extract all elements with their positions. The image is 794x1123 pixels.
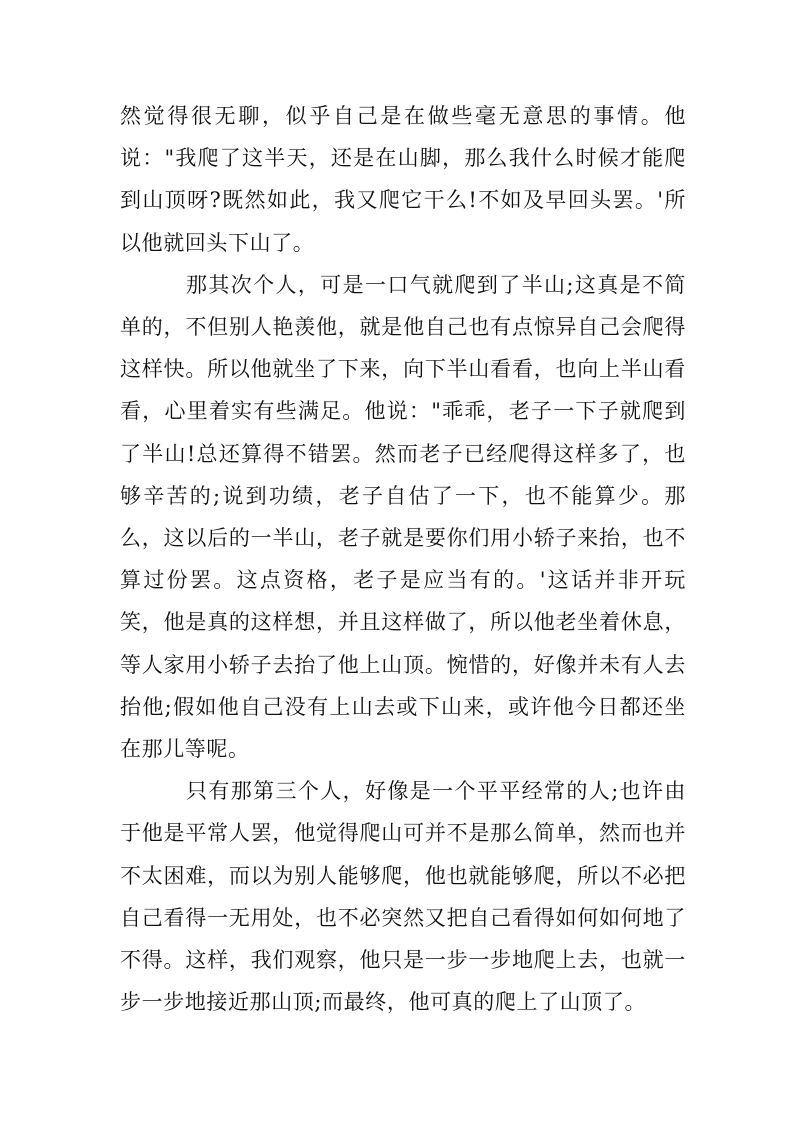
paragraph-2: 那其次个人，可是一口气就爬到了半山;这真是不简单的，不但别人艳羡他，就是他自己也有点惊异自己会爬得这样快。所以他就坐了下来，向下半山看看，也向上半山看看，心里着实有些满足。他说："乖乖，老子一下子就爬到了半山!总还算得不错罢。然而老子已经爬得这样多了，也够辛苦的;说到功绩，老子自估了一下，也不能算少。那么，这以后的一半山，老子就是要你们用小轿子来抬，也不算过份罢。这点资格，老子是应当有的。'这话并非开玩笑，他是真的这样想，并且这样做了，所以他老坐着休息，等人家用小轿子去抬了他上山顶。惋惜的，好像并未有人去抬他;假如他自己没有上山去或下山来，或许他今日都还坐在那儿等呢。 bbox=[120, 272, 686, 762]
paragraph-3: 只有那第三个人，好像是一个平平经常的人;也许由于他是平常人罢，他觉得爬山可并不是那么简单，然而也并不太困难，而以为别人能够爬，他也就能够爬，所以不必把自己看得一无用处，也不必突然又把自己看得如何如何地了不得。这样，我们观察，他只是一步一步地爬上去，也就一步一步地接近那山顶;而最终，他可真的爬上了山顶了。 bbox=[120, 779, 686, 1015]
paragraph-1: 然觉得很无聊，似乎自己是在做些毫无意思的事情。他说："我爬了这半天，还是在山脚，那么我什么时候才能爬到山顶呀?既然如此，我又爬它干么!不如及早回头罢。'所以他就回头下山了。 bbox=[120, 104, 686, 255]
body-text bbox=[120, 95, 686, 1023]
